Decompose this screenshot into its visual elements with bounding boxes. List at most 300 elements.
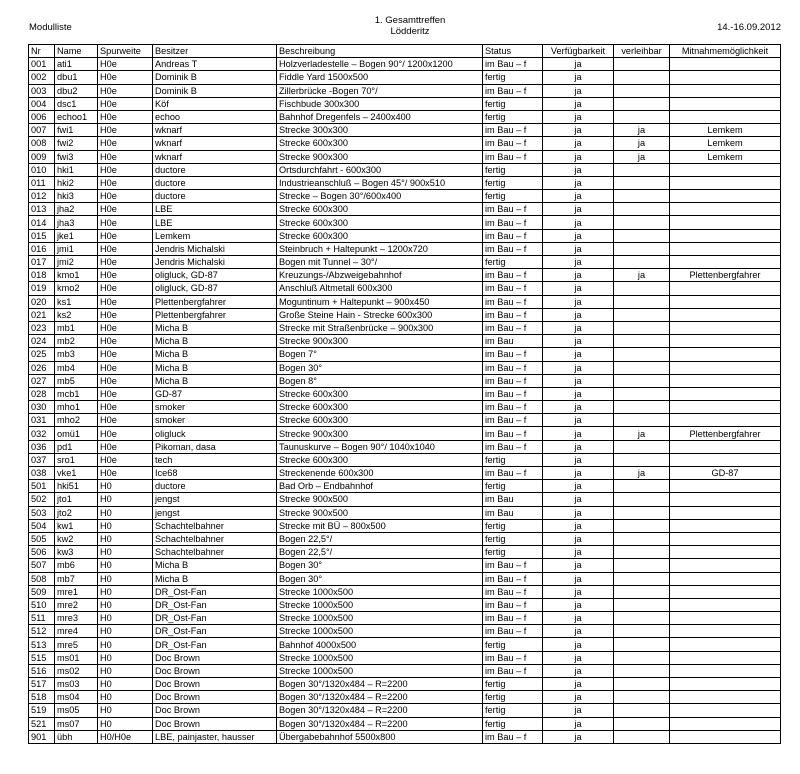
cell-status: im Bau – f	[483, 203, 543, 216]
cell-verfuegbarkeit: ja	[543, 269, 614, 282]
cell-verfuegbarkeit: ja	[543, 612, 614, 625]
cell-verfuegbarkeit: ja	[543, 163, 614, 176]
cell-verleihbar	[614, 335, 670, 348]
cell-spurweite: H0e	[98, 242, 153, 255]
cell-nr: 011	[29, 176, 55, 189]
cell-besitzer: DR_Ost-Fan	[153, 612, 277, 625]
cell-status: im Bau – f	[483, 401, 543, 414]
cell-verleihbar	[614, 71, 670, 84]
cell-nr: 036	[29, 440, 55, 453]
cell-name: ms05	[55, 704, 98, 717]
cell-besitzer: Doc Brown	[153, 651, 277, 664]
cell-mitnahme	[670, 598, 781, 611]
table-row	[29, 651, 781, 664]
col-header-beschreibung: Beschreibung	[277, 45, 483, 58]
cell-verfuegbarkeit: ja	[543, 84, 614, 97]
cell-name: jke1	[55, 229, 98, 242]
cell-mitnahme	[670, 58, 781, 71]
cell-besitzer: Dominik B	[153, 84, 277, 97]
cell-verfuegbarkeit: ja	[543, 71, 614, 84]
cell-beschreibung: Bogen 7°	[277, 348, 483, 361]
cell-status: im Bau – f	[483, 572, 543, 585]
cell-nr: 026	[29, 361, 55, 374]
cell-beschreibung: Strecke 600x300	[277, 401, 483, 414]
cell-mitnahme	[670, 71, 781, 84]
cell-name: jmi1	[55, 242, 98, 255]
cell-name: mb3	[55, 348, 98, 361]
cell-besitzer: Doc Brown	[153, 664, 277, 677]
col-header-spurweite: Spurweite	[98, 45, 153, 58]
cell-status: fertig	[483, 97, 543, 110]
cell-verfuegbarkeit: ja	[543, 440, 614, 453]
table-row	[29, 150, 781, 163]
cell-nr: 503	[29, 506, 55, 519]
cell-spurweite: H0e	[98, 387, 153, 400]
cell-nr: 003	[29, 84, 55, 97]
cell-besitzer: oligluck, GD-87	[153, 282, 277, 295]
cell-mitnahme	[670, 97, 781, 110]
cell-besitzer: Micha B	[153, 348, 277, 361]
cell-besitzer: Doc Brown	[153, 691, 277, 704]
cell-name: ms01	[55, 651, 98, 664]
event-date: 14.-16.09.2012	[717, 22, 781, 33]
cell-nr: 020	[29, 295, 55, 308]
cell-mitnahme	[670, 414, 781, 427]
cell-verfuegbarkeit: ja	[543, 110, 614, 123]
cell-spurweite: H0e	[98, 58, 153, 71]
cell-beschreibung: Ortsdurchfahrt - 600x300	[277, 163, 483, 176]
cell-spurweite: H0e	[98, 321, 153, 334]
cell-verfuegbarkeit: ja	[543, 638, 614, 651]
cell-name: kw3	[55, 546, 98, 559]
cell-spurweite: H0e	[98, 97, 153, 110]
cell-nr: 015	[29, 229, 55, 242]
cell-mitnahme: Plettenbergfahrer	[670, 427, 781, 440]
cell-verfuegbarkeit: ja	[543, 176, 614, 189]
cell-verfuegbarkeit: ja	[543, 295, 614, 308]
cell-verleihbar	[614, 691, 670, 704]
cell-nr: 513	[29, 638, 55, 651]
cell-beschreibung: Industrieanschluß – Bogen 45°/ 900x510	[277, 176, 483, 189]
table-row	[29, 414, 781, 427]
cell-verfuegbarkeit: ja	[543, 216, 614, 229]
cell-nr: 037	[29, 453, 55, 466]
cell-verleihbar	[614, 242, 670, 255]
cell-name: pd1	[55, 440, 98, 453]
cell-mitnahme	[670, 691, 781, 704]
table-row	[29, 453, 781, 466]
cell-name: dbu1	[55, 71, 98, 84]
cell-mitnahme	[670, 519, 781, 532]
cell-verleihbar	[614, 704, 670, 717]
cell-mitnahme	[670, 546, 781, 559]
cell-verfuegbarkeit: ja	[543, 480, 614, 493]
cell-status: im Bau – f	[483, 664, 543, 677]
cell-verfuegbarkeit: ja	[543, 242, 614, 255]
cell-verleihbar	[614, 717, 670, 730]
cell-mitnahme	[670, 572, 781, 585]
cell-besitzer: wknarf	[153, 124, 277, 137]
cell-besitzer: DR_Ost-Fan	[153, 585, 277, 598]
cell-besitzer: tech	[153, 453, 277, 466]
cell-beschreibung: Strecke 300x300	[277, 124, 483, 137]
cell-name: dsc1	[55, 97, 98, 110]
cell-besitzer: DR_Ost-Fan	[153, 598, 277, 611]
cell-name: ms02	[55, 664, 98, 677]
cell-verfuegbarkeit: ja	[543, 308, 614, 321]
cell-mitnahme	[670, 256, 781, 269]
cell-name: echoo1	[55, 110, 98, 123]
cell-verfuegbarkeit: ja	[543, 598, 614, 611]
cell-status: fertig	[483, 256, 543, 269]
cell-verfuegbarkeit: ja	[543, 387, 614, 400]
cell-mitnahme: GD-87	[670, 467, 781, 480]
cell-spurweite: H0e	[98, 229, 153, 242]
cell-name: mb1	[55, 321, 98, 334]
cell-verleihbar	[614, 612, 670, 625]
cell-beschreibung: Bahnhof 4000x500	[277, 638, 483, 651]
cell-spurweite: H0e	[98, 282, 153, 295]
cell-beschreibung: Große Steine Hain - Strecke 600x300	[277, 308, 483, 321]
cell-status: im Bau	[483, 506, 543, 519]
cell-verleihbar	[614, 84, 670, 97]
cell-beschreibung: Bogen 30°/1320x484 – R=2200	[277, 691, 483, 704]
cell-name: ks1	[55, 295, 98, 308]
cell-name: mcb1	[55, 387, 98, 400]
cell-spurweite: H0	[98, 493, 153, 506]
cell-verleihbar	[614, 374, 670, 387]
cell-besitzer: Micha B	[153, 361, 277, 374]
cell-besitzer: Jendris Michalski	[153, 242, 277, 255]
cell-beschreibung: Bogen 30°	[277, 572, 483, 585]
cell-status: im Bau – f	[483, 625, 543, 638]
cell-beschreibung: Strecke 600x300	[277, 137, 483, 150]
cell-nr: 004	[29, 97, 55, 110]
cell-verleihbar: ja	[614, 124, 670, 137]
cell-name: kmo1	[55, 269, 98, 282]
cell-besitzer: Doc Brown	[153, 704, 277, 717]
cell-name: mre2	[55, 598, 98, 611]
cell-nr: 038	[29, 467, 55, 480]
cell-mitnahme	[670, 612, 781, 625]
cell-beschreibung: Strecke 1000x500	[277, 598, 483, 611]
cell-spurweite: H0	[98, 532, 153, 545]
cell-status: im Bau – f	[483, 282, 543, 295]
cell-verleihbar	[614, 651, 670, 664]
cell-name: mre1	[55, 585, 98, 598]
cell-name: fwi3	[55, 150, 98, 163]
cell-spurweite: H0	[98, 651, 153, 664]
cell-verleihbar	[614, 295, 670, 308]
cell-spurweite: H0/H0e	[98, 730, 153, 743]
cell-mitnahme	[670, 493, 781, 506]
cell-verleihbar	[614, 532, 670, 545]
cell-name: mb5	[55, 374, 98, 387]
cell-beschreibung: Strecke 900x300	[277, 427, 483, 440]
cell-spurweite: H0e	[98, 256, 153, 269]
cell-mitnahme	[670, 678, 781, 691]
cell-beschreibung: Strecke 1000x500	[277, 585, 483, 598]
cell-verfuegbarkeit: ja	[543, 532, 614, 545]
cell-mitnahme	[670, 638, 781, 651]
cell-beschreibung: Strecke 1000x500	[277, 625, 483, 638]
cell-spurweite: H0	[98, 638, 153, 651]
cell-status: im Bau – f	[483, 414, 543, 427]
table-row	[29, 625, 781, 638]
cell-spurweite: H0e	[98, 427, 153, 440]
cell-nr: 008	[29, 137, 55, 150]
cell-spurweite: H0	[98, 572, 153, 585]
cell-besitzer: ductore	[153, 163, 277, 176]
cell-nr: 501	[29, 480, 55, 493]
table-row	[29, 361, 781, 374]
cell-spurweite: H0e	[98, 137, 153, 150]
cell-verfuegbarkeit: ja	[543, 414, 614, 427]
cell-nr: 032	[29, 427, 55, 440]
cell-beschreibung: Strecke – Bogen 30°/600x400	[277, 190, 483, 203]
cell-nr: 517	[29, 678, 55, 691]
cell-verleihbar	[614, 203, 670, 216]
table-row	[29, 137, 781, 150]
cell-name: mb4	[55, 361, 98, 374]
cell-beschreibung: Holzverladestelle – Bogen 90°/ 1200x1200	[277, 58, 483, 71]
cell-besitzer: Dominik B	[153, 71, 277, 84]
cell-besitzer: Micha B	[153, 572, 277, 585]
cell-mitnahme	[670, 440, 781, 453]
cell-beschreibung: Strecke 600x300	[277, 387, 483, 400]
cell-besitzer: ductore	[153, 190, 277, 203]
cell-besitzer: oligluck, GD-87	[153, 269, 277, 282]
cell-nr: 023	[29, 321, 55, 334]
cell-beschreibung: Bogen 22,5°/	[277, 546, 483, 559]
cell-besitzer: smoker	[153, 414, 277, 427]
table-row	[29, 730, 781, 743]
cell-status: im Bau – f	[483, 348, 543, 361]
cell-mitnahme	[670, 585, 781, 598]
cell-status: im Bau – f	[483, 58, 543, 71]
table-row	[29, 480, 781, 493]
cell-status: fertig	[483, 480, 543, 493]
cell-verfuegbarkeit: ja	[543, 546, 614, 559]
cell-besitzer: LBE	[153, 216, 277, 229]
cell-nr: 031	[29, 414, 55, 427]
table-row	[29, 110, 781, 123]
table-row	[29, 612, 781, 625]
cell-mitnahme	[670, 203, 781, 216]
table-row	[29, 58, 781, 71]
cell-verfuegbarkeit: ja	[543, 321, 614, 334]
cell-status: fertig	[483, 546, 543, 559]
cell-verleihbar	[614, 58, 670, 71]
cell-verfuegbarkeit: ja	[543, 585, 614, 598]
cell-spurweite: H0e	[98, 467, 153, 480]
table-row	[29, 532, 781, 545]
cell-status: im Bau	[483, 493, 543, 506]
cell-nr: 024	[29, 335, 55, 348]
cell-spurweite: H0e	[98, 216, 153, 229]
cell-nr: 515	[29, 651, 55, 664]
cell-name: fwi2	[55, 137, 98, 150]
cell-mitnahme	[670, 110, 781, 123]
cell-beschreibung: Strecke 1000x500	[277, 664, 483, 677]
cell-status: fertig	[483, 110, 543, 123]
cell-mitnahme	[670, 190, 781, 203]
cell-nr: 010	[29, 163, 55, 176]
table-row	[29, 704, 781, 717]
cell-nr: 012	[29, 190, 55, 203]
cell-verleihbar: ja	[614, 150, 670, 163]
cell-besitzer: GD-87	[153, 387, 277, 400]
cell-verfuegbarkeit: ja	[543, 572, 614, 585]
cell-verfuegbarkeit: ja	[543, 678, 614, 691]
cell-nr: 516	[29, 664, 55, 677]
cell-mitnahme	[670, 84, 781, 97]
cell-mitnahme	[670, 506, 781, 519]
cell-verleihbar	[614, 638, 670, 651]
document-title: Modulliste	[29, 22, 72, 33]
cell-spurweite: H0e	[98, 203, 153, 216]
cell-besitzer: Schachtelbahner	[153, 546, 277, 559]
col-header-verfuegbarkeit: Verfügbarkeit	[543, 45, 614, 58]
cell-beschreibung: Übergabebahnhof 5500x800	[277, 730, 483, 743]
table-row	[29, 493, 781, 506]
cell-verfuegbarkeit: ja	[543, 493, 614, 506]
cell-besitzer: Micha B	[153, 374, 277, 387]
cell-besitzer: oligluck	[153, 427, 277, 440]
cell-nr: 013	[29, 203, 55, 216]
cell-nr: 002	[29, 71, 55, 84]
col-header-status: Status	[483, 45, 543, 58]
cell-besitzer: Micha B	[153, 559, 277, 572]
cell-status: im Bau – f	[483, 124, 543, 137]
cell-beschreibung: Kreuzungs-/Abzweigebahnhof	[277, 269, 483, 282]
cell-nr: 502	[29, 493, 55, 506]
cell-status: im Bau – f	[483, 216, 543, 229]
cell-spurweite: H0	[98, 678, 153, 691]
cell-beschreibung: Steinbruch + Haltepunkt – 1200x720	[277, 242, 483, 255]
cell-verfuegbarkeit: ja	[543, 625, 614, 638]
cell-verleihbar	[614, 321, 670, 334]
cell-name: mb2	[55, 335, 98, 348]
cell-name: kw2	[55, 532, 98, 545]
cell-nr: 007	[29, 124, 55, 137]
table-row	[29, 467, 781, 480]
cell-verfuegbarkeit: ja	[543, 519, 614, 532]
cell-beschreibung: Bahnhof Dregenfels – 2400x400	[277, 110, 483, 123]
cell-status: im Bau – f	[483, 295, 543, 308]
cell-mitnahme: Lemkem	[670, 150, 781, 163]
cell-besitzer: LBE	[153, 203, 277, 216]
cell-besitzer: LBE, painjaster, hausser	[153, 730, 277, 743]
table-row	[29, 124, 781, 137]
cell-status: im Bau – f	[483, 387, 543, 400]
cell-verfuegbarkeit: ja	[543, 559, 614, 572]
cell-mitnahme: Lemkem	[670, 137, 781, 150]
cell-mitnahme	[670, 176, 781, 189]
cell-nr: 506	[29, 546, 55, 559]
cell-verfuegbarkeit: ja	[543, 427, 614, 440]
cell-beschreibung: Strecke 600x300	[277, 229, 483, 242]
cell-name: fwi1	[55, 124, 98, 137]
cell-nr: 018	[29, 269, 55, 282]
cell-name: ms04	[55, 691, 98, 704]
cell-spurweite: H0	[98, 704, 153, 717]
cell-name: hki1	[55, 163, 98, 176]
cell-beschreibung: Strecke 600x300	[277, 453, 483, 466]
cell-status: fertig	[483, 176, 543, 189]
cell-nr: 507	[29, 559, 55, 572]
cell-beschreibung: Bogen 30°/1320x484 – R=2200	[277, 717, 483, 730]
cell-beschreibung: Bogen 30°	[277, 361, 483, 374]
cell-status: im Bau – f	[483, 440, 543, 453]
cell-beschreibung: Strecke 900x300	[277, 335, 483, 348]
cell-mitnahme	[670, 282, 781, 295]
cell-spurweite: H0e	[98, 163, 153, 176]
cell-verfuegbarkeit: ja	[543, 282, 614, 295]
cell-spurweite: H0e	[98, 124, 153, 137]
cell-name: ms07	[55, 717, 98, 730]
cell-besitzer: echoo	[153, 110, 277, 123]
cell-verleihbar: ja	[614, 427, 670, 440]
cell-besitzer: smoker	[153, 401, 277, 414]
cell-besitzer: wknarf	[153, 137, 277, 150]
cell-name: mre4	[55, 625, 98, 638]
cell-mitnahme	[670, 387, 781, 400]
table-row	[29, 97, 781, 110]
table-row	[29, 71, 781, 84]
cell-nr: 901	[29, 730, 55, 743]
cell-mitnahme	[670, 295, 781, 308]
cell-spurweite: H0e	[98, 348, 153, 361]
cell-name: kw1	[55, 519, 98, 532]
cell-beschreibung: Strecke 900x500	[277, 493, 483, 506]
cell-status: im Bau – f	[483, 374, 543, 387]
cell-status: im Bau – f	[483, 585, 543, 598]
table-row	[29, 664, 781, 677]
cell-nr: 519	[29, 704, 55, 717]
cell-mitnahme	[670, 308, 781, 321]
cell-verfuegbarkeit: ja	[543, 203, 614, 216]
table-row	[29, 163, 781, 176]
cell-beschreibung: Bogen 8°	[277, 374, 483, 387]
cell-verfuegbarkeit: ja	[543, 651, 614, 664]
cell-besitzer: Ice68	[153, 467, 277, 480]
table-row	[29, 678, 781, 691]
cell-verleihbar	[614, 97, 670, 110]
table-row	[29, 427, 781, 440]
cell-status: im Bau – f	[483, 150, 543, 163]
cell-nr: 504	[29, 519, 55, 532]
cell-verfuegbarkeit: ja	[543, 256, 614, 269]
cell-verleihbar	[614, 440, 670, 453]
cell-verfuegbarkeit: ja	[543, 467, 614, 480]
table-row	[29, 84, 781, 97]
cell-status: im Bau – f	[483, 467, 543, 480]
table-row	[29, 176, 781, 189]
cell-nr: 009	[29, 150, 55, 163]
table-row	[29, 229, 781, 242]
cell-status: im Bau – f	[483, 242, 543, 255]
cell-spurweite: H0	[98, 598, 153, 611]
cell-spurweite: H0e	[98, 84, 153, 97]
cell-mitnahme	[670, 335, 781, 348]
cell-verfuegbarkeit: ja	[543, 506, 614, 519]
cell-beschreibung: Bogen 30°/1320x484 – R=2200	[277, 678, 483, 691]
cell-verfuegbarkeit: ja	[543, 348, 614, 361]
cell-nr: 014	[29, 216, 55, 229]
cell-verfuegbarkeit: ja	[543, 335, 614, 348]
col-header-besitzer: Besitzer	[153, 45, 277, 58]
